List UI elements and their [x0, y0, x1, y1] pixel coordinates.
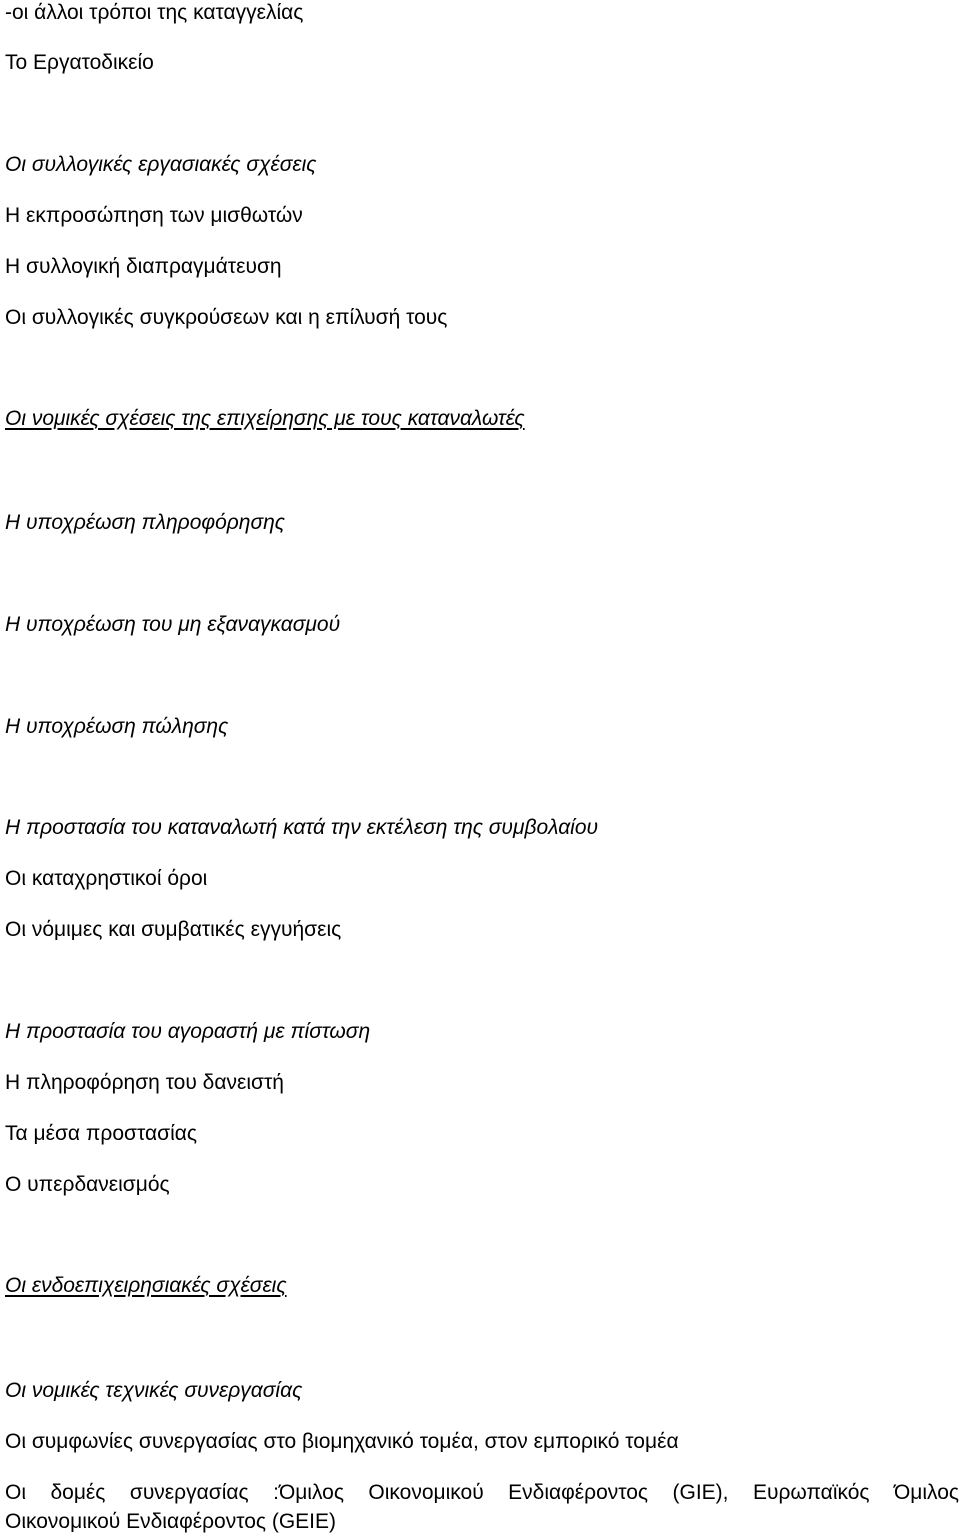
text-line-lender-information: Η πληροφόρηση του δανειστή [5, 1071, 284, 1094]
text-line-cooperation-structures: Οι δομές συνεργασίας :Όμιλος Οικονομικού Ενδιαφέροντος (GIE), Ευρωπαϊκός Όμιλος [5, 1481, 959, 1504]
text-line-geie: Οικονομικού Ενδιαφέροντος (GEIE) [5, 1510, 337, 1533]
text-line-employee-representation: Η εκπροσώπηση των μισθωτών [5, 204, 303, 227]
text-line-protection-means: Τα μέσα προστασίας [5, 1122, 197, 1145]
text-line-cooperation-agreements: Οι συμφωνίες συνεργασίας στο βιομηχανικό τομέα, στον εμπορικό τομέα [5, 1430, 679, 1453]
text-line-collective-conflicts: Οι συλλογικές συγκρούσεων και η επίλυσή τους [5, 306, 448, 329]
heading-consumer-relations: Οι νομικές σχέσεις της επιχείρησης με τους καταναλωτές [5, 407, 525, 430]
heading-consumer-protection-contract: Η προστασία του καταναλωτή κατά την εκτέλεση της συμβολαίου [5, 816, 599, 839]
text-line-over-indebtedness: Ο υπερδανεισμός [5, 1173, 170, 1196]
heading-sale-obligation: Η υποχρέωση πώλησης [5, 715, 229, 738]
heading-collective-relations: Οι συλλογικές εργασιακές σχέσεις [5, 153, 317, 176]
heading-non-coercion-obligation: Η υποχρέωση του μη εξαναγκασμού [5, 613, 341, 636]
text-line-collective-bargaining: Η συλλογική διαπραγμάτευση [5, 255, 282, 278]
text-line-unfair-terms: Οι καταχρηστικοί όροι [5, 867, 208, 890]
heading-credit-buyer-protection: Η προστασία του αγοραστή με πίστωση [5, 1020, 371, 1043]
heading-cooperation-techniques: Οι νομικές τεχνικές συνεργασίας [5, 1379, 303, 1402]
text-line-complaint-methods: -οι άλλοι τρόποι της καταγγελίας [5, 1, 304, 24]
heading-intra-business-relations: Οι ενδοεπιχειρησιακές σχέσεις [5, 1274, 287, 1297]
text-line-labor-court: Το Εργατοδικείο [5, 51, 154, 74]
text-line-guarantees: Οι νόμιμες και συμβατικές εγγυήσεις [5, 918, 342, 941]
heading-information-obligation: Η υποχρέωση πληροφόρησης [5, 511, 285, 534]
